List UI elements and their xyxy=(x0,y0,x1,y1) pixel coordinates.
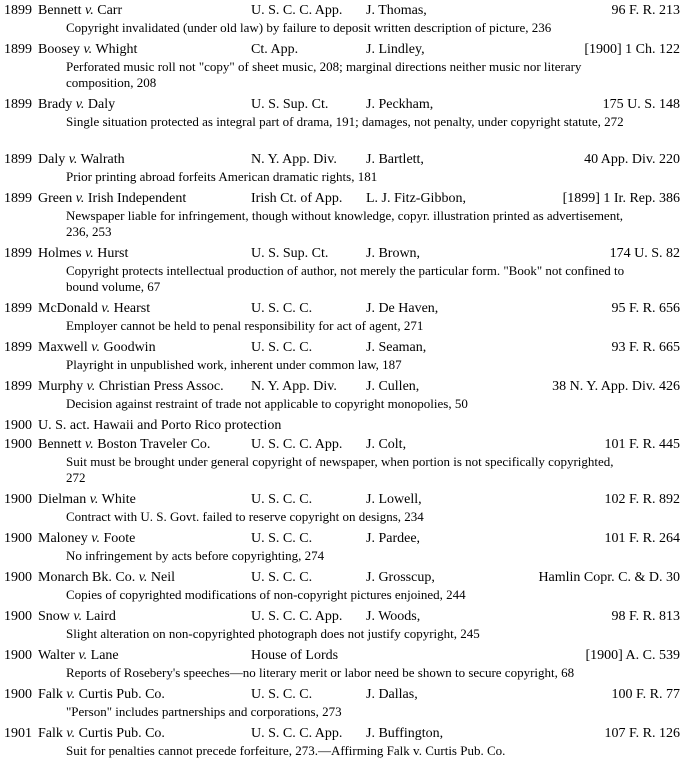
case-summary: Decision against restraint of trade not applicable to copyright monopolies, 50 xyxy=(66,396,468,411)
case-name xyxy=(38,95,115,114)
citation: 96 F. R. 213 xyxy=(611,3,680,18)
plaintiff: Bennett xyxy=(38,3,82,18)
judge: J. Seaman, xyxy=(366,340,427,355)
plaintiff: Snow xyxy=(38,609,70,624)
citation: 102 F. R. 892 xyxy=(604,492,680,507)
court: U. S. C. C. xyxy=(251,301,313,316)
judge: J. Cullen, xyxy=(366,379,420,394)
plaintiff: Maloney xyxy=(38,531,88,546)
plaintiff: Falk xyxy=(38,687,63,702)
case-entry xyxy=(0,40,686,95)
case-name xyxy=(38,377,224,396)
case-summary: Reports of Rosebery's speeches—no literary merit or labor need be shown to secure copyright, 68 xyxy=(66,665,575,680)
defendant: Carr xyxy=(97,3,123,18)
plaintiff: Maxwell xyxy=(38,340,88,355)
case-summary: Single situation protected as integral part of drama, 191; damages, not penalty, under copyright statute, 272 xyxy=(66,114,624,129)
case-name xyxy=(38,150,125,169)
case-header-row xyxy=(0,435,686,454)
case-entry xyxy=(0,646,686,685)
defendant: Boston Traveler Co. xyxy=(97,437,211,452)
case-year: 1899 xyxy=(4,191,32,206)
court: Irish Ct. of App. xyxy=(251,191,343,206)
defendant: Walrath xyxy=(80,152,125,167)
defendant: Laird xyxy=(85,609,116,624)
plaintiff: McDonald xyxy=(38,301,98,316)
defendant: Curtis Pub. Co. xyxy=(78,726,165,741)
versus: v. xyxy=(91,340,100,355)
case-year: 1899 xyxy=(4,246,32,261)
court: U. S. C. C. xyxy=(251,687,313,702)
case-name xyxy=(38,529,135,548)
court: Ct. App. xyxy=(251,42,299,57)
case-entry xyxy=(0,724,686,763)
case-name xyxy=(38,1,122,20)
case-header-row xyxy=(0,189,686,208)
case-header-row xyxy=(0,646,686,665)
judge: J. Colt, xyxy=(366,437,407,452)
case-header-row xyxy=(0,40,686,59)
case-year: 1899 xyxy=(4,42,32,57)
judge: J. De Haven, xyxy=(366,301,439,316)
case-entry xyxy=(0,95,686,150)
case-year: 1900 xyxy=(4,648,32,663)
case-summary: Prior printing abroad forfeits American dramatic rights, 181 xyxy=(66,169,378,184)
defendant: Whight xyxy=(95,42,138,57)
case-header-row xyxy=(0,244,686,263)
defendant: Hurst xyxy=(97,246,129,261)
defendant: Curtis Pub. Co. xyxy=(78,687,165,702)
case-entry xyxy=(0,244,686,299)
court: U. S. Sup. Ct. xyxy=(251,97,329,112)
case-entry xyxy=(0,416,686,435)
citation: [1899] 1 Ir. Rep. 386 xyxy=(562,191,680,206)
citation: 101 F. R. 264 xyxy=(604,531,680,546)
case-name xyxy=(38,607,116,626)
case-name xyxy=(38,299,150,318)
plaintiff: Monarch Bk. Co. xyxy=(38,570,136,585)
plaintiff: Falk xyxy=(38,726,63,741)
case-name xyxy=(38,646,119,665)
plaintiff: Brady xyxy=(38,97,73,112)
versus: v. xyxy=(101,301,111,316)
case-name xyxy=(38,724,165,743)
judge: J. Buffington, xyxy=(366,726,444,741)
court: U. S. C. C. xyxy=(251,531,313,546)
judge: J. Brown, xyxy=(366,246,421,261)
case-header-row xyxy=(0,299,686,318)
versus: v. xyxy=(85,246,94,261)
court: U. S. C. C. xyxy=(251,492,313,507)
citation: 107 F. R. 126 xyxy=(604,726,680,741)
case-name xyxy=(38,490,136,509)
case-header-row xyxy=(0,1,686,20)
court: U. S. C. C. App. xyxy=(251,609,343,624)
plaintiff: Murphy xyxy=(38,379,84,394)
case-summary: Perforated music roll not "copy" of sheet music, 208; marginal directions neither music nor literary composition, 208 xyxy=(66,59,582,90)
court: U. S. C. C. App. xyxy=(251,437,343,452)
citation: 175 U. S. 148 xyxy=(602,97,680,112)
defendant: Christian Press Assoc. xyxy=(98,379,224,394)
case-header-row xyxy=(0,724,686,743)
citation: 40 App. Div. 220 xyxy=(584,152,680,167)
court: House of Lords xyxy=(251,648,339,663)
case-year: 1900 xyxy=(4,492,32,507)
versus: v. xyxy=(83,42,93,57)
case-summary: "Person" includes partnerships and corporations, 273 xyxy=(66,704,342,719)
case-header-row xyxy=(0,338,686,357)
case-entry xyxy=(0,435,686,490)
case-year: 1899 xyxy=(4,301,32,316)
case-header-row xyxy=(0,416,686,435)
versus: v. xyxy=(85,3,94,18)
case-header-row xyxy=(0,685,686,704)
case-entry xyxy=(0,299,686,338)
case-header-row xyxy=(0,568,686,587)
case-header-row xyxy=(0,490,686,509)
citation: 38 N. Y. App. Div. 426 xyxy=(552,379,680,394)
case-year: 1900 xyxy=(4,570,32,585)
judge: L. J. Fitz-Gibbon, xyxy=(366,191,466,206)
case-summary: Suit must be brought under general copyright of newspaper, when portion is not specifically copyrighted, 272 xyxy=(66,454,614,485)
plaintiff: Daly xyxy=(38,152,66,167)
case-year: 1900 xyxy=(4,609,32,624)
citation: 100 F. R. 77 xyxy=(611,687,680,702)
versus: v. xyxy=(91,531,100,546)
case-name xyxy=(38,435,210,454)
plaintiff: Boosey xyxy=(38,42,80,57)
defendant: Goodwin xyxy=(103,340,156,355)
case-summary: Slight alteration on non-copyrighted photograph does not justify copyright, 245 xyxy=(66,626,480,641)
case-year: 1899 xyxy=(4,340,32,355)
citation: [1900] 1 Ch. 122 xyxy=(584,42,680,57)
court: N. Y. App. Div. xyxy=(251,152,337,167)
case-name xyxy=(38,189,186,208)
judge: J. Woods, xyxy=(366,609,421,624)
citation: 98 F. R. 813 xyxy=(611,609,680,624)
versus: v. xyxy=(66,726,76,741)
defendant: Neil xyxy=(150,570,176,585)
defendant: Foote xyxy=(103,531,136,546)
case-name xyxy=(38,244,128,263)
case-summary: Copyright invalidated (under old law) by failure to deposit written description of picture, 236 xyxy=(66,20,552,35)
court: U. S. C. C. App. xyxy=(251,726,343,741)
citation: 174 U. S. 82 xyxy=(609,246,680,261)
plaintiff: Walter xyxy=(38,648,75,663)
case-year: 1900 xyxy=(4,687,32,702)
judge: J. Lindley, xyxy=(366,42,425,57)
versus: v. xyxy=(85,437,94,452)
defendant: Hearst xyxy=(113,301,151,316)
case-entry xyxy=(0,685,686,724)
citation: 101 F. R. 445 xyxy=(604,437,680,452)
court: N. Y. App. Div. xyxy=(251,379,337,394)
case-header-row xyxy=(0,607,686,626)
case-year: 1899 xyxy=(4,152,32,167)
court: U. S. C. C. xyxy=(251,570,313,585)
case-entry xyxy=(0,189,686,244)
citation: 93 F. R. 665 xyxy=(611,340,680,355)
citation: [1900] A. C. 539 xyxy=(585,648,680,663)
act-title: U. S. act. Hawaii and Porto Rico protection xyxy=(38,418,282,433)
case-entry xyxy=(0,150,686,189)
versus: v. xyxy=(75,191,85,206)
versus: v. xyxy=(66,687,76,702)
versus: v. xyxy=(138,570,148,585)
case-summary: Copies of copyrighted modifications of non-copyright pictures enjoined, 244 xyxy=(66,587,466,602)
citation: 95 F. R. 656 xyxy=(611,301,680,316)
court: U. S. C. C. xyxy=(251,340,313,355)
case-summary: Suit for penalties cannot precede forfeiture, 273.—Affirming Falk v. Curtis Pub. Co. xyxy=(66,743,506,758)
case-year: 1899 xyxy=(4,379,32,394)
judge: J. Grosscup, xyxy=(366,570,435,585)
case-summary: Contract with U. S. Govt. failed to reserve copyright on designs, 234 xyxy=(66,509,424,524)
case-header-row xyxy=(0,95,686,114)
defendant: Lane xyxy=(90,648,119,663)
defendant: Daly xyxy=(87,97,116,112)
case-entry xyxy=(0,1,686,40)
case-entry xyxy=(0,529,686,568)
case-header-row xyxy=(0,377,686,396)
versus: v. xyxy=(68,152,78,167)
case-entry xyxy=(0,607,686,646)
defendant: White xyxy=(101,492,136,507)
plaintiff: Dielman xyxy=(38,492,87,507)
versus: v. xyxy=(75,97,85,112)
case-year: 1900 xyxy=(4,437,32,452)
case-entry xyxy=(0,568,686,607)
case-year: 1899 xyxy=(4,3,32,18)
plaintiff: Green xyxy=(38,191,73,206)
plaintiff: Holmes xyxy=(38,246,82,261)
case-name xyxy=(38,685,165,704)
case-header-row xyxy=(0,150,686,169)
case-entry xyxy=(0,338,686,377)
case-year: 1901 xyxy=(4,726,32,741)
case-name xyxy=(38,40,137,59)
judge: J. Dallas, xyxy=(366,687,418,702)
judge: J. Thomas, xyxy=(366,3,427,18)
judge: J. Lowell, xyxy=(366,492,422,507)
case-summary: Employer cannot be held to penal responsibility for act of agent, 271 xyxy=(66,318,424,333)
case-entry xyxy=(0,377,686,416)
case-name xyxy=(38,568,175,587)
case-summary: Copyright protects intellectual production of author, not merely the particular form. "Book" not confined to bound volume, 67 xyxy=(66,263,625,294)
case-year: 1900 xyxy=(4,418,32,433)
court: U. S. Sup. Ct. xyxy=(251,246,329,261)
case-name xyxy=(38,338,156,357)
judge: J. Peckham, xyxy=(366,97,434,112)
case-header-row xyxy=(0,529,686,548)
case-summary: No infringement by acts before copyrighting, 274 xyxy=(66,548,325,563)
versus: v. xyxy=(86,379,96,394)
versus: v. xyxy=(73,609,83,624)
case-summary: Newspaper liable for infringement, though without knowledge, copyr. illustration printed as advertisement, 236, 253 xyxy=(66,208,624,239)
court: U. S. C. C. App. xyxy=(251,3,343,18)
case-summary: Playright in unpublished work, inherent under common law, 187 xyxy=(66,357,402,372)
case-year: 1899 xyxy=(4,97,32,112)
citation: Hamlin Copr. C. & D. 30 xyxy=(538,570,680,585)
judge: J. Bartlett, xyxy=(366,152,424,167)
versus: v. xyxy=(78,648,88,663)
versus: v. xyxy=(89,492,99,507)
plaintiff: Bennett xyxy=(38,437,82,452)
defendant: Irish Independent xyxy=(87,191,187,206)
case-year: 1900 xyxy=(4,531,32,546)
judge: J. Pardee, xyxy=(366,531,421,546)
case-entry xyxy=(0,490,686,529)
